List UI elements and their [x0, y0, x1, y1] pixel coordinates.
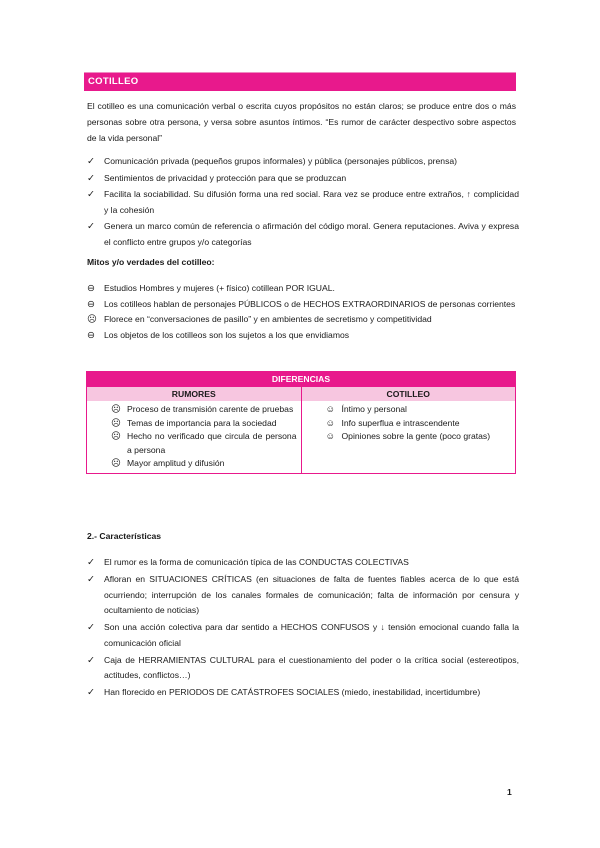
- mitos-heading: Mitos y/o verdades del cotilleo:: [87, 257, 215, 267]
- page-number: 1: [507, 787, 512, 797]
- list-item: ✓ Son una acción colectiva para dar sentido a HECHOS CONFUSOS y ↓ tensión emocional cuando falla la comunicación oficial: [87, 622, 519, 648]
- minus-circle-icon: ⊖: [87, 283, 95, 294]
- list-item: ⊖ Los cotilleos hablan de personajes PÚBLICOS o de HECHOS EXTRAORDINARIOS de personas corrientes: [87, 297, 519, 313]
- frown-icon: ☹: [111, 417, 121, 429]
- check-icon: ✓: [87, 221, 95, 232]
- list-item: ✓ El rumor es la forma de comunicación típica de las CONDUCTAS COLECTIVAS: [87, 555, 519, 571]
- mitos-list: [87, 281, 519, 343]
- smile-icon: ☺: [325, 431, 336, 442]
- frown-icon: ☹: [111, 458, 121, 469]
- rumores-column: [87, 401, 302, 473]
- diferencias-column-headers: [86, 387, 516, 401]
- list-item: ☹ Florece en “conversaciones de pasillo” y en ambientes de secretismo y competitividad: [87, 312, 519, 328]
- list-item: ☺ Info superflua e intrascendente: [325, 417, 460, 429]
- check-icon: ✓: [87, 156, 95, 167]
- smile-icon: ☺: [325, 417, 336, 429]
- list-item: ⊖ Los objetos de los cotilleos son los sujetos a los que envidiamos: [87, 328, 519, 344]
- cotilleo-column: [302, 401, 516, 473]
- cotilleo-header: COTILLEO: [386, 389, 430, 399]
- list-item: ✓ Facilita la sociabilidad. Su difusión forma una red social. Rara vez se produce entre extraños, ↑ complicidad y la cohesión: [87, 189, 519, 215]
- smile-icon: ☺: [325, 404, 336, 415]
- list-item: ☹ Hecho no verificado que circula de persona a persona: [111, 431, 297, 455]
- check-icon: ✓: [87, 622, 95, 633]
- check-icon: ✓: [87, 654, 95, 666]
- list-item: ✓ Afloran en SITUACIONES CRÍTICAS (en situaciones de falta de fuentes fiables acerca de lo que está ocurriendo; interrupción de los canales formales de comunicación; falta de información por censura y ocultamiento de noticias): [87, 574, 519, 615]
- rumores-header: RUMORES: [87, 387, 302, 401]
- check-icon: ✓: [87, 687, 95, 698]
- list-item: ✓ Han florecido en PERIODOS DE CATÁSTROFES SOCIALES (miedo, inestabilidad, incertidumbre): [87, 685, 519, 701]
- intro-paragraph: El cotilleo es una comunicación verbal o escrita cuyos propósitos no están claros; se produce entre dos o más personas sobre otra persona, y versa sobre asuntos íntimos. “Es rumor de carácter despectivo sobre aspectos de la vida personal”: [87, 101, 516, 143]
- section-title-bar: [84, 72, 516, 91]
- frown-icon: ☹: [111, 431, 121, 442]
- minus-circle-icon: ⊖: [87, 298, 95, 310]
- diferencias-table: [86, 371, 516, 474]
- caracteristicas-list: [87, 555, 519, 702]
- list-item: ☹ Temas de importancia para la sociedad: [111, 417, 277, 429]
- diferencias-title: DIFERENCIAS: [86, 371, 516, 387]
- check-icon: ✓: [87, 172, 95, 184]
- list-item: ☹ Proceso de transmisión carente de pruebas: [111, 404, 294, 415]
- check-icon: ✓: [87, 557, 95, 568]
- caracteristicas-heading: 2.- Características: [87, 531, 162, 541]
- list-item: ☺ Íntimo y personal: [325, 404, 407, 415]
- frown-icon: ☹: [111, 404, 121, 415]
- list-item: ✓ Comunicación privada (pequeños grupos informales) y pública (personajes públicos, prensa): [87, 154, 519, 170]
- section-title: COTILLEO: [88, 76, 139, 87]
- frown-icon: ☹: [87, 314, 97, 325]
- diferencias-body: [86, 401, 516, 474]
- list-item: ☺ Opiniones sobre la gente (poco gratas): [325, 431, 491, 442]
- check-icon: ✓: [87, 574, 95, 585]
- list-item: ✓ Caja de HERRAMIENTAS CULTURAL para el cuestionamiento del poder o la crítica social (estereotipos, actitudes, conflictos…): [87, 654, 519, 680]
- minus-circle-icon: ⊖: [87, 329, 95, 341]
- check-icon: ✓: [87, 189, 95, 200]
- list-item: ✓ Genera un marco común de referencia o afirmación del código moral. Genera reputaciones. Aviva y expresa el conflicto entre grupos y/o categorías: [87, 221, 519, 247]
- list-item: ✓ Sentimientos de privacidad y protección para que se produzcan: [87, 171, 519, 187]
- features-list: [87, 154, 519, 251]
- list-item: ☹ Mayor amplitud y difusión: [111, 458, 225, 469]
- list-item: ⊖ Estudios Hombres y mujeres (+ físico) cotillean POR IGUAL.: [87, 281, 519, 297]
